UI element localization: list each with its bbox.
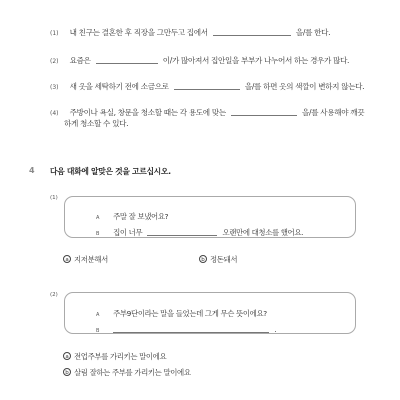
dialog-text: 주말 잘 보냈어요? [113, 212, 169, 221]
option-b[interactable] [199, 247, 237, 266]
item-number: (2) [50, 58, 59, 65]
option-text: 지저분해서 [74, 255, 108, 264]
answer-blank[interactable] [113, 324, 269, 333]
item-text: 이/가 많아져서 집안일을 부부가 나누어서 하는 경우가 많다. [162, 56, 350, 65]
item-continuation: 하게 청소할 수 있다. [64, 119, 129, 128]
dialog-line-b [96, 220, 303, 239]
question-number: (1) [50, 195, 58, 201]
answer-blank[interactable] [174, 81, 240, 90]
dialog-line-b [96, 317, 276, 336]
option-marker: b [63, 368, 71, 376]
option-marker: a [63, 352, 71, 360]
speaker-label: A [96, 215, 100, 221]
item-number: (4) [50, 110, 59, 117]
item-text: 을/를 하면 옷의 색깔이 변하지 않는다. [244, 82, 365, 91]
item-text: 새 옷을 세탁하기 전에 소금으로 [69, 82, 169, 91]
dialog-text: . [274, 325, 277, 334]
item-text: 을/를 사용해야 깨끗 [302, 108, 365, 117]
speaker-label: B [96, 328, 100, 334]
option-a[interactable] [63, 247, 108, 266]
item-text: 내 친구는 결혼한 후 직장을 그만두고 집에서 [69, 28, 208, 37]
option-marker: b [199, 255, 207, 263]
answer-blank[interactable] [147, 227, 217, 236]
prev-item-3 [50, 74, 364, 93]
prev-item-1 [50, 20, 330, 39]
dialog-text: 집이 너무 [113, 228, 143, 237]
prev-item-2 [50, 48, 349, 67]
option-text: 정돈돼서 [210, 255, 238, 264]
section-number: 4 [29, 166, 35, 175]
option-b[interactable] [63, 360, 191, 379]
speaker-label: A [96, 312, 100, 318]
item-text: 주방이나 욕실, 창문을 청소할 때는 각 용도에 맞는 [69, 108, 226, 117]
item-text: 을/를 한다. [295, 28, 331, 37]
prev-item-4 [50, 100, 364, 119]
question-number: (2) [50, 292, 58, 298]
answer-blank[interactable] [96, 55, 158, 64]
option-text: 살림 잘하는 주부를 가리키는 말이에요 [74, 368, 191, 377]
dialog-text: 주부9단이라는 말을 들었는데 그게 무슨 뜻이에요? [113, 309, 267, 318]
item-number: (1) [50, 30, 59, 37]
answer-blank[interactable] [231, 107, 297, 116]
option-text: 전업주부를 가리키는 말이에요 [74, 352, 167, 361]
answer-blank[interactable] [213, 27, 291, 36]
dialog-text: 오랜만에 대청소를 했어요. [222, 228, 304, 237]
section-title: 다음 대화에 알맞은 것을 고르십시오. [50, 167, 171, 176]
item-number: (3) [50, 84, 59, 91]
option-marker: a [63, 255, 71, 263]
item-text: 요즘은 [69, 56, 91, 65]
speaker-label: B [96, 231, 100, 237]
